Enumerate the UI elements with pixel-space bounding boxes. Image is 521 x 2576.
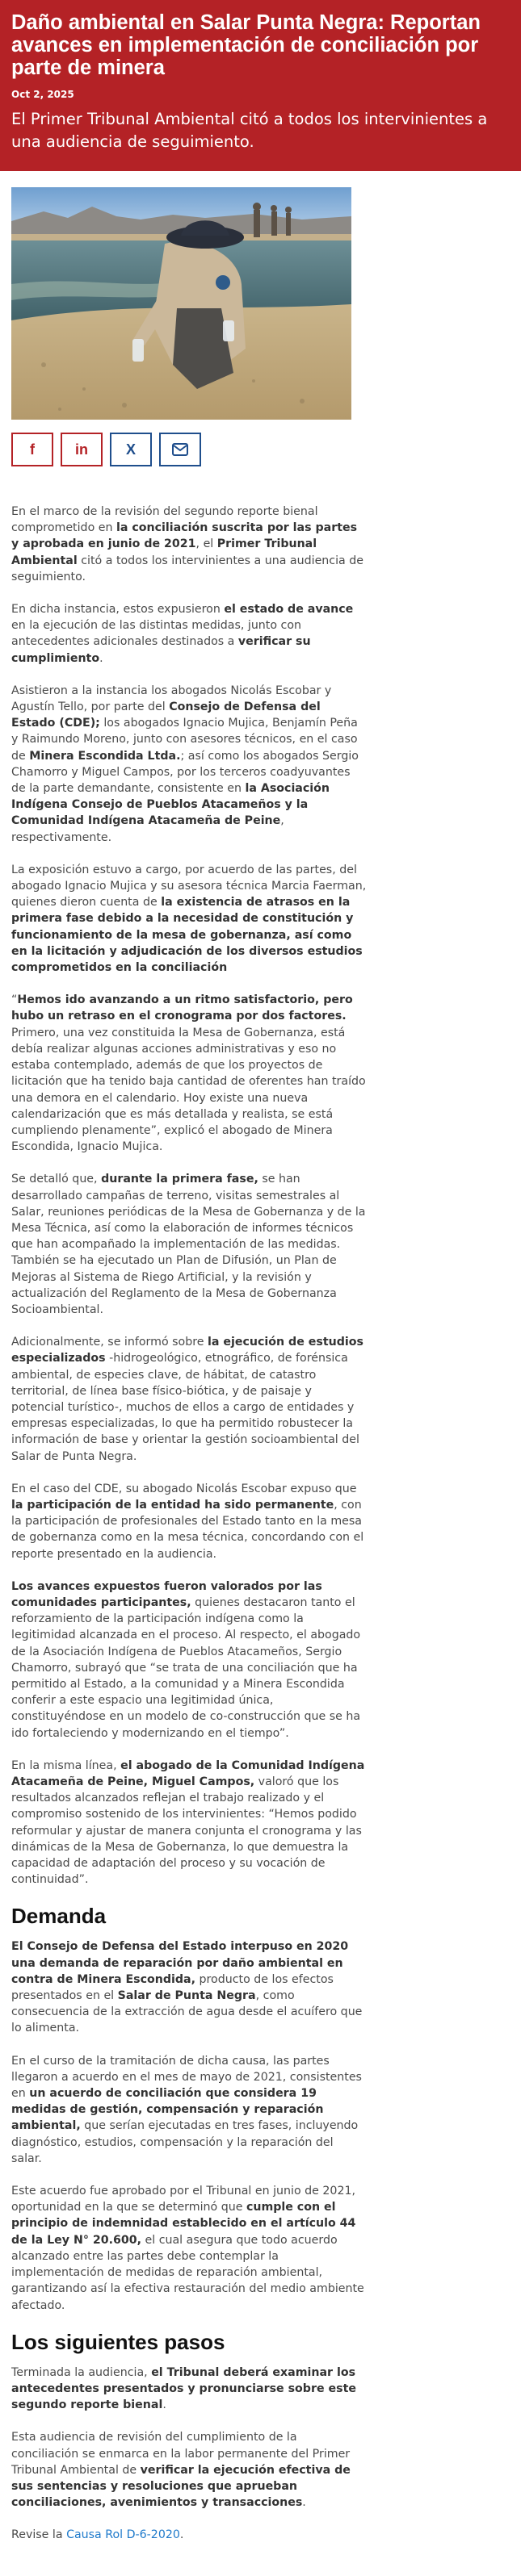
case-link[interactable]: Causa Rol D-6-2020 <box>66 2528 180 2542</box>
text: Primero, una vez constituida la Mesa de Gobernanza, está debía realizar algunas acciones administrativas y eso no estaba contemplado, además de que los proyectos de licitación que ha tenido baja cantidad de oferentes han traído una demora en el calendario. Hoy existe una nueva calendarización que es más detallada y realista, se está cumpliendo plenamente”, explicó el abogado de Minera Escondida, Ignacio Mujica. <box>11 1026 366 1154</box>
facebook-share-button[interactable] <box>11 433 53 466</box>
bold-text: Primer Tribunal Ambiental <box>11 537 317 567</box>
bold-text: Salar de Punta Negra <box>117 1989 256 2003</box>
bold-text: el Tribunal deberá examinar los antecedentes presentados y pronunciarse sobre este segundo reporte bienal <box>11 2365 356 2412</box>
bold-text: un acuerdo de conciliación que considera 19 medidas de gestión, compensación y reparación ambiental, <box>11 2087 324 2133</box>
facebook-icon: f <box>30 441 35 458</box>
article-photo <box>11 187 351 420</box>
article-header <box>0 0 521 171</box>
paragraph <box>11 992 367 1155</box>
text: En el marco de la revisión del segundo reporte bienal comprometido en <box>11 505 318 535</box>
text: el cual asegura que todo acuerdo alcanzado entre las partes debe contemplar la implementación de medidas de reparación ambiental, garantizando así la efectiva restauración del medio ambiente afectado. <box>11 2233 364 2312</box>
bold-text: cumple con el principio de indemnidad establecido en el artículo 44 de la Ley N° 20.600, <box>11 2201 356 2247</box>
text: que serían ejecutadas en tres fases, incluyendo diagnóstico, estudios, compensación y la reparación del salar. <box>11 2119 359 2165</box>
bold-text: verificar la ejecución efectiva de sus sentencias y resoluciones que aprueban conciliaciones, avenimientos y transacciones <box>11 2463 351 2510</box>
email-share-button[interactable] <box>159 433 201 466</box>
paragraph <box>11 1334 367 1465</box>
article-subtitle: El Primer Tribunal Ambiental citó a todos los intervinientes a una audiencia de seguimiento. <box>11 110 488 151</box>
text: ; así como los abogados Sergio Chamorro y Miguel Campos, por los terceros coadyuvantes de la parte demandante, consistente en <box>11 749 359 796</box>
linkedin-share-button[interactable] <box>61 433 103 466</box>
x-icon: X <box>125 441 136 458</box>
article-body <box>0 187 521 2576</box>
text: Revise la <box>11 2528 67 2542</box>
text: Esta audiencia de revisión del cumplimiento de la conciliación se enmarca en la labor permanente del Primer Tribunal Ambiental de <box>11 2431 351 2477</box>
text: Adicionalmente, se informó sobre <box>11 1336 208 1349</box>
bold-text: verificar su cumplimiento <box>11 635 311 665</box>
text: , con la participación de profesionales del Estado tanto en la mesa de gobernanza como en la mesa técnica, concordando con el reporte presentado en la audiencia. <box>11 1498 364 1561</box>
bold-text: durante la primera fase, <box>101 1173 258 1186</box>
article-title: Daño ambiental en Salar Punta Negra: Reportan avances en implementación de conciliación por parte de minera <box>11 11 481 79</box>
text: . <box>162 2398 166 2412</box>
text: , como consecuencia de la extracción de agua desde el acuífero que lo alimenta. <box>11 1989 363 2035</box>
paragraph <box>11 601 367 667</box>
paragraph <box>11 1481 367 1562</box>
text: producto de los efectos presentados en el <box>11 1972 334 2003</box>
bold-text: la ejecución de estudios especializados <box>11 1336 363 1365</box>
bold-text: el abogado de la Comunidad Indígena Atacameña de Peine, Miguel Campos, <box>11 1758 365 1789</box>
text: , respectivamente. <box>11 814 284 844</box>
text: Este acuerdo fue aprobado por el Tribunal en junio de 2021, oportunidad en la que se determinó que <box>11 2185 356 2214</box>
bold-text: Los avances expuestos fueron valorados por las comunidades participantes, <box>11 1579 322 1609</box>
paragraph <box>11 1171 367 1318</box>
text: “ <box>11 993 18 1007</box>
text: En dicha instancia, estos expusieron <box>11 603 225 617</box>
bold-text: Minera Escondida Ltda. <box>29 749 181 763</box>
text: En el curso de la tramitación de dicha causa, las partes llegaron a acuerdo en el mes de mayo de 2021, consistentes en <box>11 2054 362 2101</box>
bold-text: Consejo de Defensa del Estado (CDE); <box>11 700 321 730</box>
text: La exposición estuvo a cargo, por acuerdo de las partes, del abogado Ignacio Mujica y su asesora técnica Marcia Faerman, quienes dieron cuenta de <box>11 863 367 910</box>
text: , el <box>195 537 217 551</box>
text: citó a todos los intervinientes a una audiencia de seguimiento. <box>11 554 363 583</box>
text: En la misma línea, <box>11 1758 121 1772</box>
bold-text: la Asociación Indígena Consejo de Pueblos Atacameños y la Comunidad Indígena Atacameña de Peine <box>11 782 330 828</box>
text: en la ejecución de las distintas medidas, junto con antecedentes adicionales destinados a <box>11 619 302 649</box>
paragraph <box>11 2183 367 2314</box>
text: -hidrogeológico, etnográfico, de forénsica ambiental, de especies clave, de hábitat, de catastro territorial, de línea base físico-biótica, y de paisaje y potencial turístico-, muchos de ellos a cargo de entidades y empresas especializadas, lo que ha permitido robustecer la información de base y orientar la gestión socioambiental del Salar de Punta Negra. <box>11 1352 359 1463</box>
salar-photo-illustration <box>11 187 351 420</box>
paragraph <box>11 1579 367 1742</box>
share-bar <box>11 433 510 466</box>
bold-text: Hemos ido avanzando a un ritmo satisfactorio, pero hubo un retraso en el cronograma por dos factores. <box>11 993 353 1023</box>
text: En el caso del CDE, su abogado Nicolás Escobar expuso que <box>11 1482 357 1495</box>
linkedin-icon: in <box>75 441 88 458</box>
text: . <box>99 651 103 665</box>
paragraph <box>11 504 367 585</box>
text: se han desarrollado campañas de terreno, visitas semestrales al Salar, reuniones periódicas de la Mesa de Gobernanza y de la Mesa Técnica, así como la elaboración de informes técnicos que han acompañado la implementación de las medidas. También se ha ejecutado un Plan de Difusión, un Plan de Mejoras al Sistema de Riego Artificial, y la revisión y actualización del Reglamento de la Mesa de Gobernanza Socioambiental. <box>11 1173 366 1316</box>
text: quienes destacaron tanto el reforzamiento de la participación indígena como la legitimidad alcanzada en el proceso. Al respecto, el abogado de la Asociación Indígena de Pueblos Atacameños, Sergio Chamorro, subrayó que “se trata de una conciliación que ha permitido al Estado, a la comunidad y a Minera Escondida conferir a este espacio una legitimidad única, constituyéndose en un modelo de co-construcción que se ha ido fortaleciendo y modernizando en el tiempo”. <box>11 1595 361 1740</box>
paragraph <box>11 683 367 846</box>
paragraph <box>11 2429 367 2511</box>
text: los abogados Ignacio Mujica, Benjamín Peña y Raimundo Moreno, junto con asesores técnicos, en el caso de <box>11 717 358 763</box>
bold-text: El Consejo de Defensa del Estado interpuso en 2020 una demanda de reparación por daño ambiental en contra de Minera Escondida, <box>11 1940 349 1986</box>
x-share-button[interactable] <box>110 433 152 466</box>
paragraph <box>11 2053 367 2167</box>
paragraph <box>11 1758 367 1888</box>
paragraph <box>11 2527 367 2543</box>
paragraph <box>11 2365 367 2414</box>
text: . <box>302 2496 306 2510</box>
text: . <box>179 2528 184 2542</box>
mail-icon <box>172 443 188 456</box>
paragraph <box>11 1938 367 2036</box>
section-heading-siguientes-pasos: Los siguientes pasos <box>11 2329 225 2354</box>
bold-text: la participación de la entidad ha sido permanente <box>11 1498 334 1512</box>
text: Asistieron a la instancia los abogados Nicolás Escobar y Agustín Tello, por parte del <box>11 684 332 714</box>
bold-text: la conciliación suscrita por las partes y aprobada en junio de 2021 <box>11 521 358 551</box>
publish-date: Oct 2, 2025 <box>11 89 74 100</box>
text: Terminada la audiencia, <box>11 2365 152 2379</box>
bold-text: el estado de avance <box>224 603 354 617</box>
section-heading-demanda: Demanda <box>11 1904 107 1929</box>
text: valoró que los resultados alcanzados reflejan el trabajo realizado y el compromiso sostenido de los intervinientes: “Hemos podido reformular y ajustar de manera conjunta el cronograma y las dinámicas de la Mesa de Gobernanza, lo que demuestra la capacidad de adaptación del proceso y su vocación de continuidad”. <box>11 1775 362 1887</box>
text: Se detalló que, <box>11 1173 102 1186</box>
paragraph <box>11 862 367 976</box>
bold-text: la existencia de atrasos en la primera fase debido a la necesidad de constitución y funcionamiento de la mesa de gobernanza, así como en la licitación y adjudicación de los diversos estudios comprometidos en la conciliación <box>11 896 363 975</box>
